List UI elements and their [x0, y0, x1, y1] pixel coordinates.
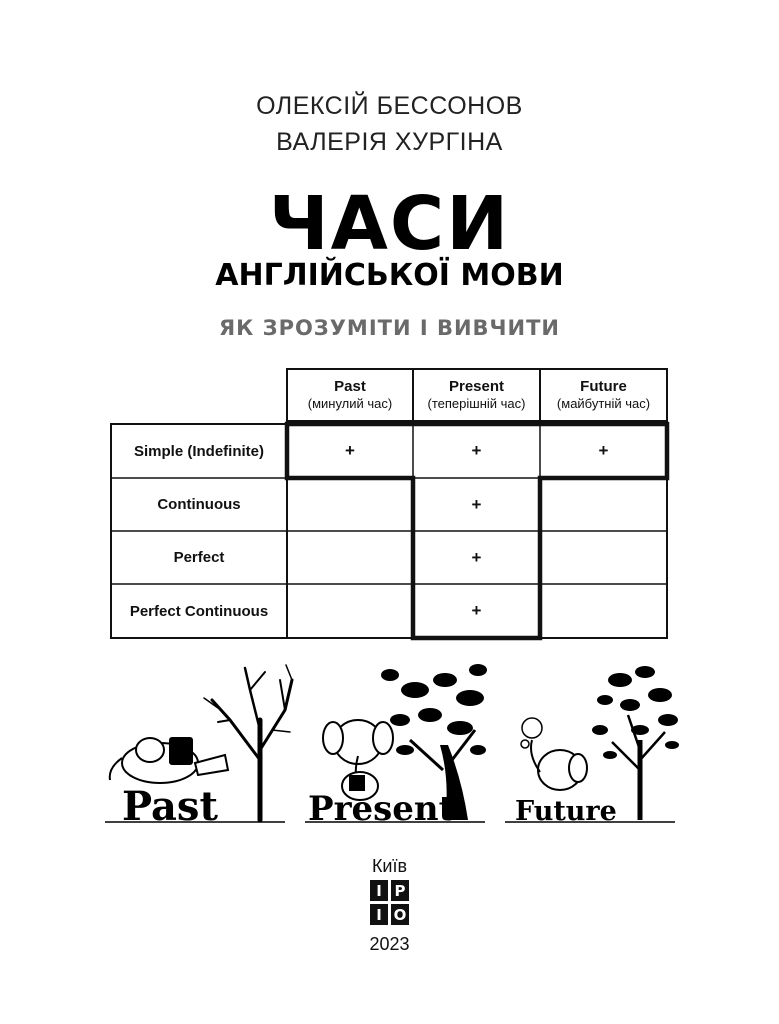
- logo-letter: I: [370, 880, 388, 901]
- table-cell: [287, 478, 413, 531]
- publisher-city: Київ: [371, 856, 408, 876]
- book-title: ЧАСИ: [268, 181, 511, 267]
- illustration-caption: Present: [308, 789, 455, 829]
- row-label-perfect: Perfect: [173, 549, 225, 566]
- column-translation: (теперішній час): [427, 396, 526, 411]
- illustration-caption: Future: [515, 796, 617, 827]
- logo-letter: O: [391, 904, 409, 925]
- table-cell: [287, 531, 413, 584]
- logo-letter: I: [370, 904, 388, 925]
- column-header-present: [413, 369, 540, 421]
- author-name: ВАЛЕРІЯ ХУРГІНА: [276, 128, 503, 156]
- table-cell: +: [471, 601, 482, 620]
- column-name: Present: [448, 378, 505, 395]
- publication-year: 2023: [369, 934, 410, 954]
- publisher-logo: [370, 880, 410, 926]
- row-label-simple: Simple (Indefinite): [133, 442, 264, 460]
- column-header-past: [287, 369, 413, 421]
- table-cell: [287, 584, 413, 638]
- table-cell: +: [471, 494, 482, 514]
- column-name: Future: [580, 378, 627, 395]
- table-cell: +: [598, 441, 609, 460]
- column-translation: (майбутній час): [556, 396, 651, 411]
- author-name: ОЛЕКСІЙ БЕССОНОВ: [256, 92, 523, 120]
- illustration-caption: Past: [122, 783, 218, 830]
- column-translation: (минулий час): [307, 396, 393, 411]
- row-label-continuous: Continuous: [157, 496, 241, 513]
- column-header-future: [540, 369, 667, 421]
- column-name: Past: [334, 378, 366, 395]
- row-label-perfect-continuous: Perfect Continuous: [129, 602, 269, 620]
- logo-letter: P: [391, 880, 409, 901]
- table-cell: +: [471, 547, 482, 567]
- illustrations-strip: [100, 660, 680, 832]
- table-cell: +: [471, 441, 482, 460]
- table-cell: [540, 478, 667, 531]
- book-tagline: ЯК ЗРОЗУМІТИ І ВИВЧИТИ: [219, 316, 560, 340]
- table-cell: +: [345, 441, 355, 460]
- table-cell: [540, 584, 667, 638]
- book-subtitle: АНГЛІЙСЬКОЇ МОВИ: [215, 258, 564, 293]
- table-cell: [540, 531, 667, 584]
